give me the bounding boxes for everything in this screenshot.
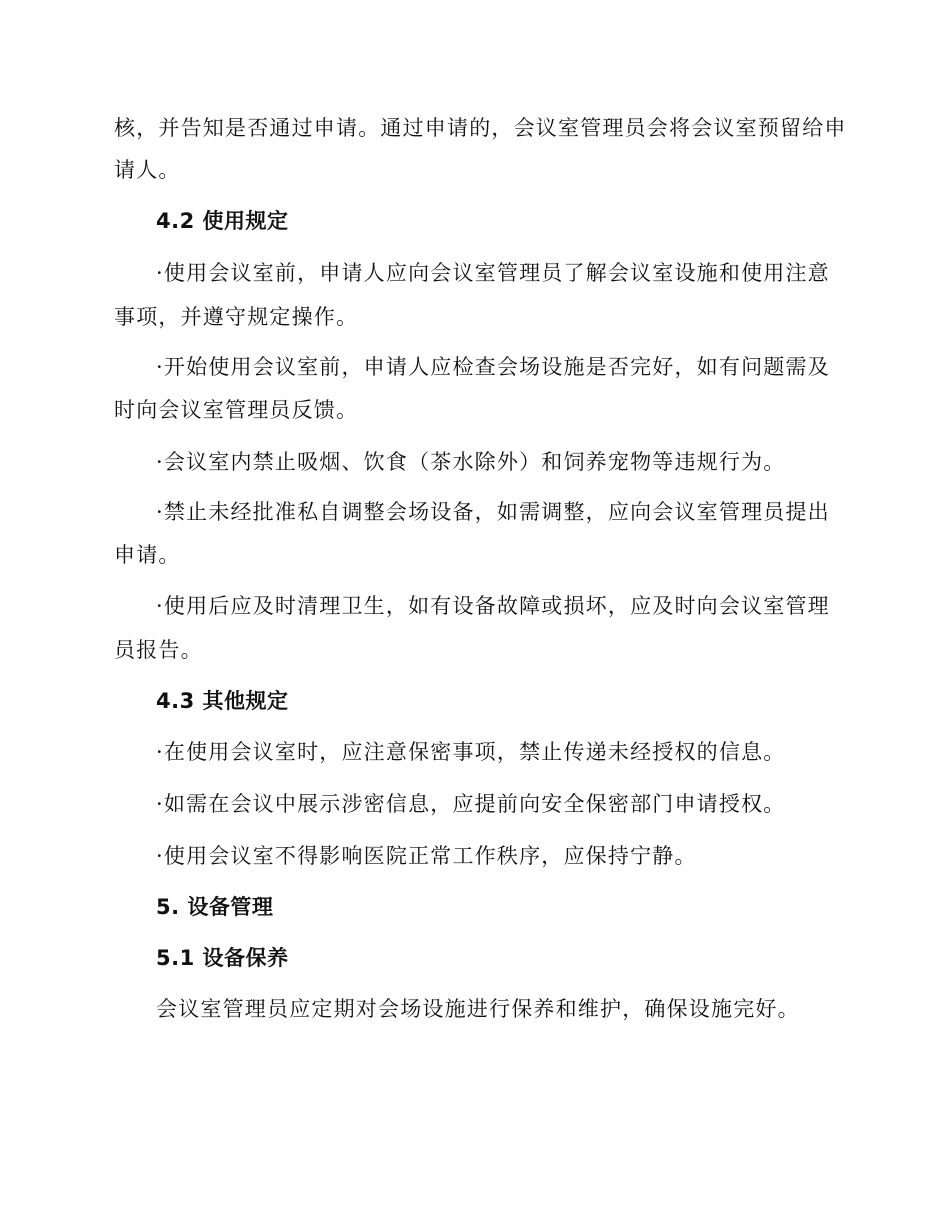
bullet-item: ·使用会议室不得影响医院正常工作秩序，应保持宁静。 <box>156 844 697 868</box>
section-heading-4-2: 4.2 使用规定 <box>156 209 289 233</box>
paragraph-line: 请人。 <box>114 158 181 182</box>
section-heading-4-3: 4.3 其他规定 <box>156 689 289 713</box>
section-heading-5-1: 5.1 设备保养 <box>156 946 289 970</box>
bullet-item: ·会议室内禁止吸烟、饮食（茶水除外）和饲养宠物等违规行为。 <box>156 450 786 474</box>
paragraph-line: 核，并告知是否通过申请。通过申请的，会议室管理员会将会议室预留给申 <box>114 116 847 140</box>
bullet-item-continuation: 时向会议室管理员反馈。 <box>114 398 359 422</box>
bullet-item: ·在使用会议室时，应注意保密事项，禁止传递未经授权的信息。 <box>156 740 786 764</box>
bullet-item: ·使用后应及时清理卫生，如有设备故障或损坏，应及时向会议室管理 <box>156 594 830 618</box>
bullet-item: ·如需在会议中展示涉密信息，应提前向安全保密部门申请授权。 <box>156 792 786 816</box>
bullet-item-continuation: 事项，并遵守规定操作。 <box>114 305 359 329</box>
bullet-item-continuation: 员报告。 <box>114 638 203 662</box>
bullet-item: ·使用会议室前，申请人应向会议室管理员了解会议室设施和使用注意 <box>156 261 830 285</box>
bullet-item: ·开始使用会议室前，申请人应检查会场设施是否完好，如有问题需及 <box>156 355 830 379</box>
bullet-item: ·禁止未经批准私自调整会场设备，如需调整，应向会议室管理员提出 <box>156 500 830 524</box>
paragraph-line: 会议室管理员应定期对会场设施进行保养和维护，确保设施完好。 <box>156 997 800 1021</box>
bullet-item-continuation: 申请。 <box>114 543 181 567</box>
section-heading-5: 5. 设备管理 <box>156 895 274 919</box>
